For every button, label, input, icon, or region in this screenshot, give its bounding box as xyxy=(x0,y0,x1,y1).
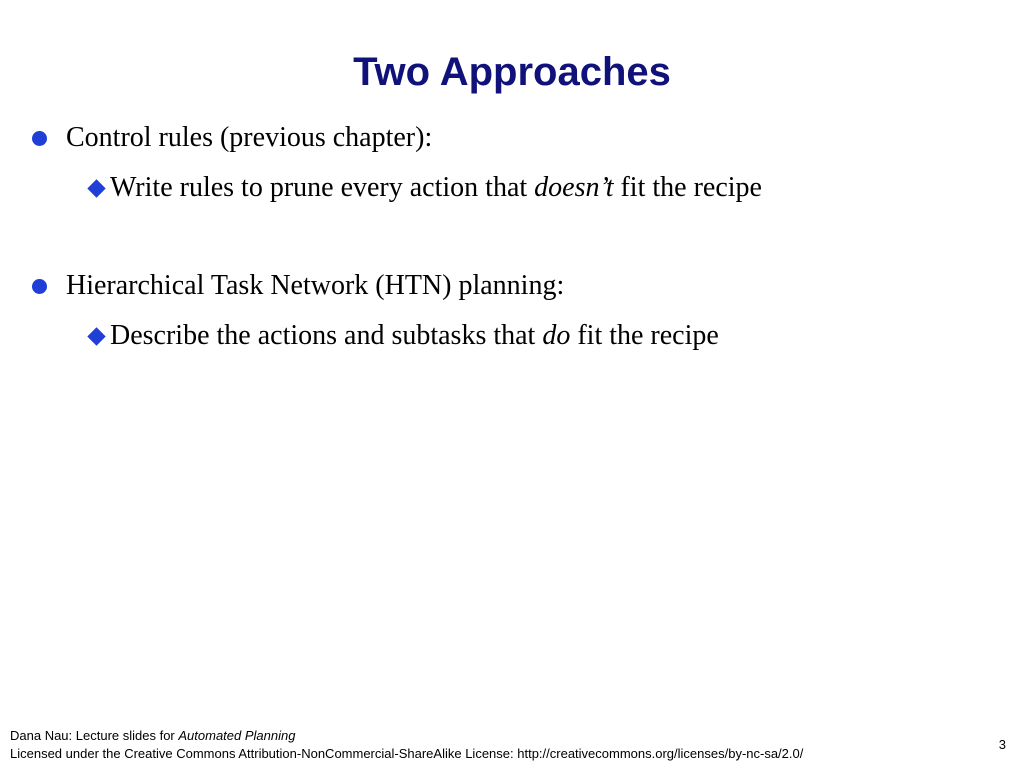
sub-bullet-text-after: fit the recipe xyxy=(613,172,762,203)
bullet-item-htn xyxy=(32,269,564,303)
footer-book-title: Automated Planning xyxy=(178,728,296,743)
footer-line-1 xyxy=(10,727,803,745)
sub-bullet-text xyxy=(110,319,719,353)
sub-bullet-emphasis: doesn’t xyxy=(534,172,614,203)
sub-bullet-item-describe xyxy=(82,319,719,353)
diamond-bullet-icon xyxy=(82,182,110,195)
sub-bullet-item-prune xyxy=(82,171,762,205)
sub-bullet-text-before: Write rules to prune every action that xyxy=(110,172,535,203)
slide-footer xyxy=(10,727,803,763)
page-number: 3 xyxy=(998,737,1006,752)
slide-title: Two Approaches xyxy=(353,50,671,94)
diamond-bullet-icon xyxy=(82,330,110,343)
bullet-text: Hierarchical Task Network (HTN) planning: xyxy=(66,270,565,301)
footer-license: Licensed under the Creative Commons Attribution-NonCommercial-ShareAlike License: http://creativecommons.org/licenses/by-nc-sa/2.0/ xyxy=(10,746,804,761)
sub-bullet-text-before: Describe the actions and subtasks that xyxy=(110,320,543,351)
sub-bullet-text-after: fit the recipe xyxy=(570,320,719,351)
bullet-item-control-rules xyxy=(32,121,432,155)
sub-bullet-emphasis: do xyxy=(542,320,571,351)
sub-bullet-text xyxy=(110,171,762,205)
bullet-text: Control rules (previous chapter): xyxy=(66,122,433,153)
footer-author: Dana Nau: Lecture slides for xyxy=(10,728,179,743)
bullet-dot-icon xyxy=(32,131,47,146)
bullet-dot-icon xyxy=(32,279,47,294)
